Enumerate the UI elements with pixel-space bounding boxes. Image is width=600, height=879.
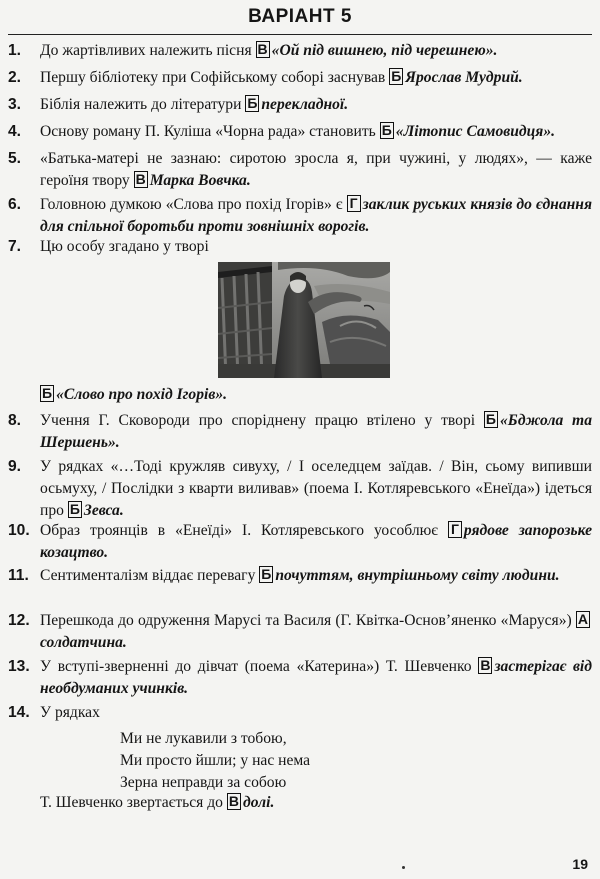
- question-7-answer: [8, 384, 592, 406]
- answer-text: заклик руських князів до єднання для спільної боротьби проти зовнішніх ворогів.: [40, 196, 592, 235]
- answer-text: застерігає від необдуманих учинків.: [40, 658, 592, 697]
- question-13: [8, 656, 592, 700]
- title-divider: [8, 34, 592, 35]
- question-number: 7.: [8, 238, 22, 255]
- question-text: У рядках: [40, 704, 100, 721]
- question-12: [8, 610, 592, 654]
- question-text: Сентименталізм віддає перевагу: [40, 567, 260, 584]
- question-5: [8, 148, 592, 192]
- question-9: [8, 456, 592, 522]
- question-text: Першу бібліотеку при Софійському соборі заснував: [40, 69, 390, 86]
- question-number: 8.: [8, 412, 22, 429]
- answer-letter-box: В: [135, 171, 146, 187]
- poem-line: Ми не лукавили з тобою,: [120, 730, 287, 747]
- question-text: Перешкода до одруження Марусі та Василя (Г. Квітка-Основ’яненко «Маруся»): [40, 612, 576, 629]
- answer-text: долі.: [243, 794, 275, 811]
- question-number: 3.: [8, 96, 22, 113]
- question-number: 6.: [8, 196, 22, 213]
- question-4: [8, 121, 592, 143]
- poem-line: Зерна неправди за собою: [120, 774, 287, 791]
- question-text: До жартівливих належить пісня: [40, 42, 256, 59]
- answer-text: «Літопис Самовидця».: [395, 123, 556, 140]
- answer-letter-box: В: [257, 41, 268, 57]
- question-number: 13.: [8, 658, 30, 675]
- question-text: У рядках «…Тоді кружляв сивуху, / І оселедцем заїдав. / Він, сьому випивши осьмуху, / Послідки з кварти виливав» (поема І. Котляревського «Енеїда») ідеться про: [40, 458, 592, 519]
- answer-letter-box: Б: [69, 501, 80, 517]
- question-1: [8, 40, 592, 62]
- answer-letter-box: Г: [448, 521, 462, 538]
- page-title: ВАРІАНТ 5: [248, 6, 352, 27]
- question-number: 12.: [8, 612, 30, 629]
- question-3: [8, 94, 592, 116]
- question-11: [8, 565, 592, 587]
- answer-text: перекладної.: [261, 96, 349, 113]
- question-number: 4.: [8, 123, 22, 140]
- answer-letter-box: Б: [381, 122, 392, 138]
- question-2: [8, 67, 592, 89]
- illustration-yaroslavna-lament: [218, 262, 390, 378]
- answer-text: Зевса.: [83, 502, 124, 519]
- question-number: 10.: [8, 522, 30, 539]
- answer-text: почуттям, внутрішньому світу людини.: [275, 567, 560, 584]
- answer-text: «Бджола та Шершень».: [40, 412, 592, 451]
- question-text: Біблія належить до літератури: [40, 96, 246, 113]
- answer-letter-box: Б: [247, 95, 258, 111]
- answer-letter-box: А: [577, 611, 588, 627]
- question-number: 1.: [8, 42, 22, 59]
- answer-letter-box: Г: [347, 195, 361, 212]
- question-text: Головною думкою «Слова про похід Ігорів» є: [40, 196, 347, 213]
- answer-letter-box: Б: [391, 68, 402, 84]
- scan-speck: [402, 866, 405, 869]
- question-14: [8, 702, 592, 724]
- answer-letter-box: В: [480, 657, 491, 673]
- question-6: [8, 194, 592, 238]
- answer-text: солдатчина.: [40, 634, 127, 651]
- page-number: 19: [572, 856, 588, 872]
- question-text: Цю особу згадано у творі: [40, 238, 209, 255]
- question-text: Образ троянців в «Енеїді» І. Котляревського уособлює: [40, 522, 448, 539]
- answer-letter-box: Б: [261, 566, 272, 582]
- question-number: 9.: [8, 458, 22, 475]
- question-10: [8, 520, 592, 564]
- answer-text: «Слово про похід Ігорів».: [56, 386, 228, 403]
- question-number: 14.: [8, 704, 30, 721]
- answer-text: «Ой під вишнею, під черешнею».: [271, 42, 498, 59]
- question-7: [8, 236, 592, 258]
- poem-line: Ми просто йшли; у нас нема: [120, 752, 311, 769]
- answer-text: Ярослав Мудрий.: [405, 69, 523, 86]
- question-number: 11.: [8, 567, 29, 584]
- question-number: 5.: [8, 150, 22, 167]
- question-text: «Батька-матері не зазнаю: сиротою зросла я, при чужині, у людях», — каже героїня твору: [40, 150, 592, 189]
- question-8: [8, 410, 592, 454]
- answer-letter-box: В: [228, 793, 240, 809]
- question-text: Основу роману П. Куліша «Чорна рада» становить: [40, 123, 380, 140]
- poem-stanza: [120, 728, 310, 794]
- question-text: Т. Шевченко звертається до: [40, 794, 227, 811]
- answer-text: Марка Вовчка.: [149, 172, 251, 189]
- question-text: Учення Г. Сковороди про споріднену працю втілено у творі: [40, 412, 484, 429]
- question-14-answer: [8, 792, 592, 814]
- question-number: 2.: [8, 69, 22, 86]
- answer-text: рядове запорозьке козацтво.: [40, 522, 593, 561]
- answer-letter-box: Б: [485, 411, 496, 427]
- question-text: У вступі-зверненні до дівчат (поема «Катерина») Т. Шевченко: [40, 658, 479, 675]
- answer-letter-box: Б: [42, 385, 53, 401]
